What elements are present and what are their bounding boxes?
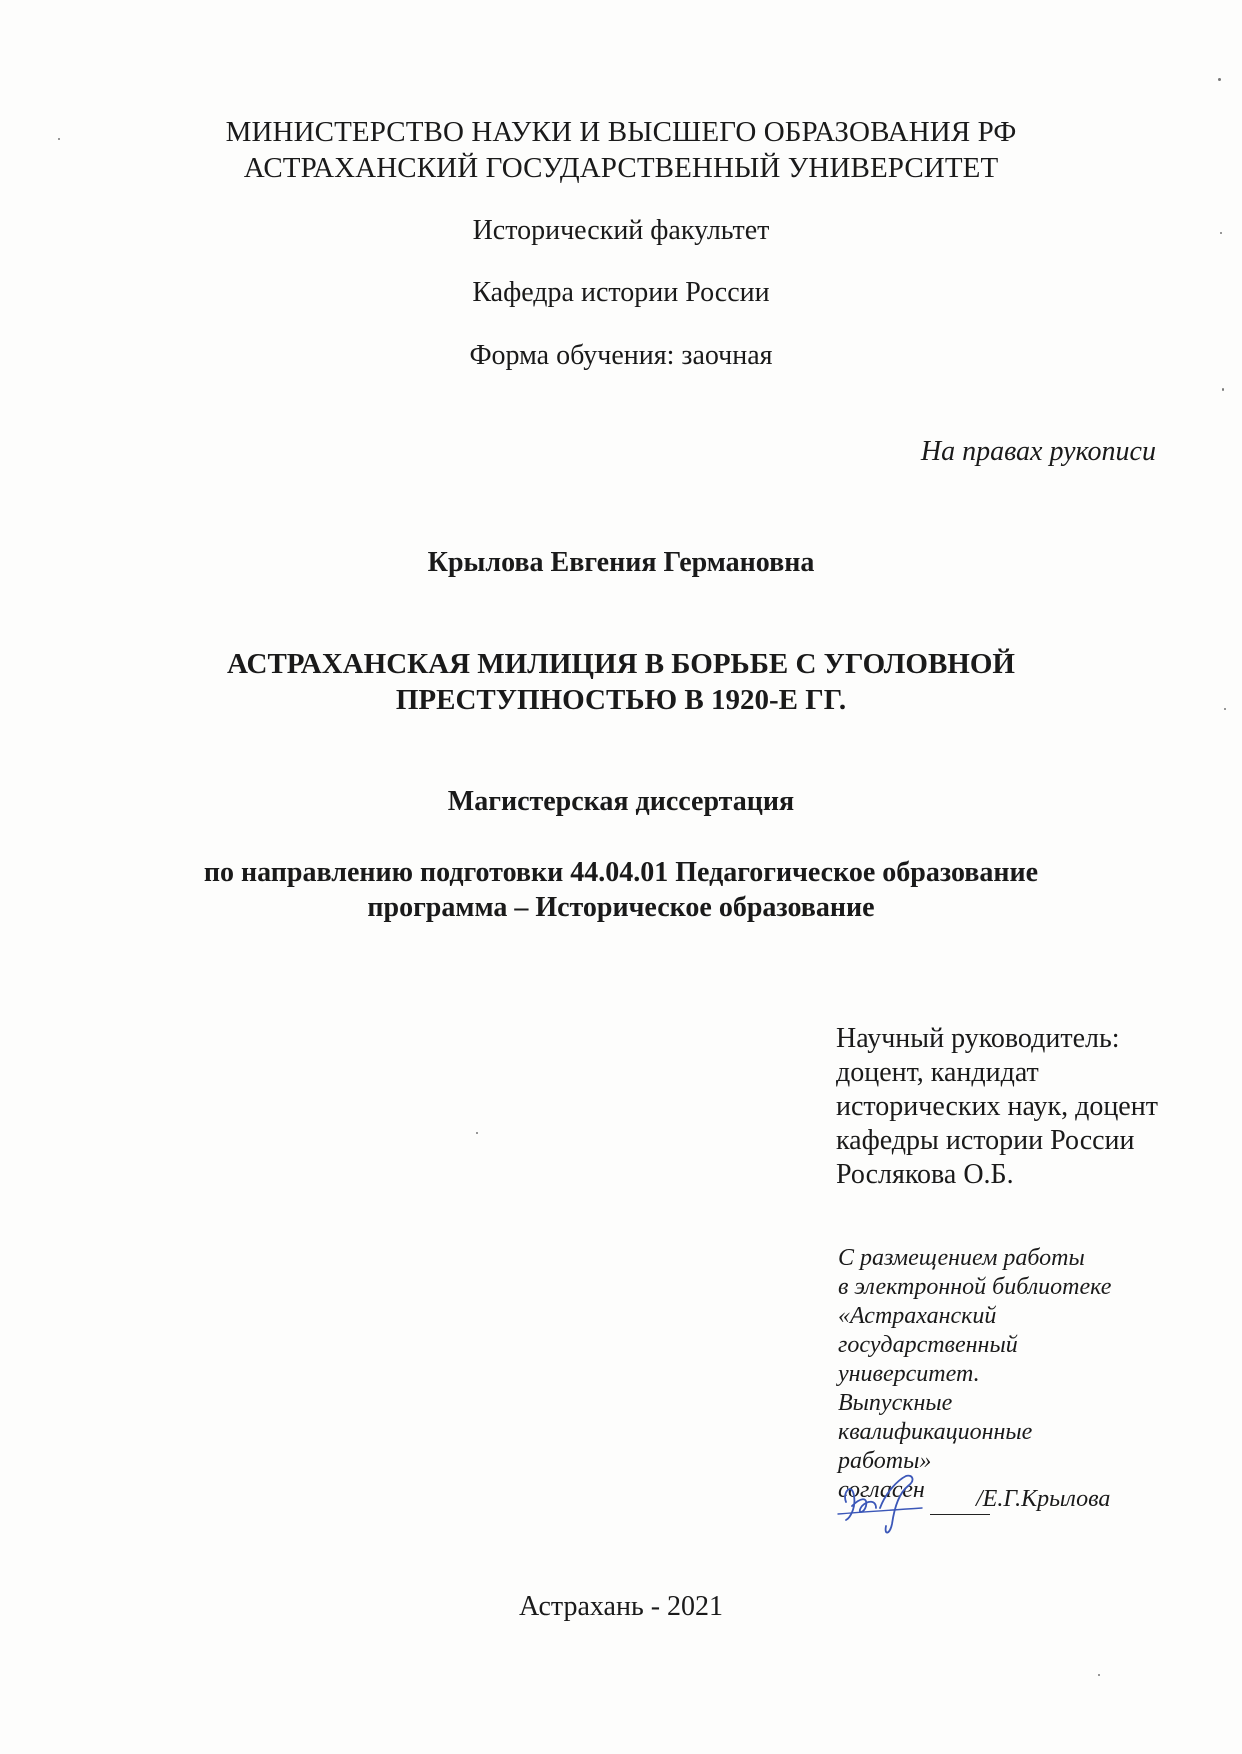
consent-line-2: в электронной библиотеке <box>838 1274 1112 1300</box>
scan-speck <box>1224 708 1226 710</box>
scan-speck <box>58 138 60 140</box>
ministry-name: МИНИСТЕРСТВО НАУКИ И ВЫСШЕГО ОБРАЗОВАНИЯ РФ <box>225 116 1017 148</box>
consent-line-4: государственный <box>838 1332 1018 1358</box>
consent-line-7: квалификационные <box>838 1419 1033 1445</box>
scan-speck <box>1222 388 1224 391</box>
ministry-header <box>0 114 1242 186</box>
supervisor-block <box>836 1022 1158 1192</box>
manuscript-note: На правах рукописи <box>920 436 1156 467</box>
signature-row <box>838 1484 1168 1524</box>
consent-line-8: работы» <box>838 1448 932 1474</box>
consent-line-9: согласен <box>838 1477 925 1503</box>
department-name: Кафедра истории России <box>472 277 770 308</box>
faculty-name: Исторический факультет <box>472 215 770 246</box>
scan-speck <box>1220 232 1222 234</box>
supervisor-position: доцент, кандидат <box>836 1057 1039 1088</box>
thesis-title <box>0 646 1242 718</box>
study-direction <box>0 855 1242 925</box>
scan-speck <box>1218 78 1221 81</box>
study-direction-line-1: по направлению подготовки 44.04.01 Педагогическое образование <box>203 857 1039 888</box>
scan-speck <box>476 1132 478 1134</box>
consent-line-3: «Астраханский <box>838 1303 997 1329</box>
consent-line-1: С размещением работы <box>838 1245 1085 1271</box>
supervisor-degree: исторических наук, доцент <box>836 1091 1158 1122</box>
signer-name: /Е.Г.Крылова <box>976 1486 1111 1512</box>
supervisor-department: кафедры истории России <box>836 1125 1135 1156</box>
consent-line-6: Выпускные <box>838 1390 953 1416</box>
study-direction-line-2: программа – Историческое образование <box>367 892 875 923</box>
signature-line <box>930 1514 990 1515</box>
consent-line-5: университет. <box>838 1361 980 1387</box>
supervisor-name: Рослякова О.Б. <box>836 1159 1014 1190</box>
city-year: Астрахань - 2021 <box>518 1591 724 1622</box>
thesis-title-line-2: ПРЕСТУПНОСТЬЮ В 1920-Е ГГ. <box>395 684 847 716</box>
supervisor-label: Научный руководитель: <box>836 1023 1120 1054</box>
scan-speck <box>1098 1674 1100 1676</box>
handwritten-signature <box>832 1462 952 1542</box>
study-form: Форма обучения: заочная <box>469 340 773 371</box>
work-type: Магистерская диссертация <box>447 786 795 817</box>
author-name: Крылова Евгения Германовна <box>427 547 815 578</box>
thesis-title-line-1: АСТРАХАНСКАЯ МИЛИЦИЯ В БОРЬБЕ С УГОЛОВНОЙ <box>227 648 1015 680</box>
university-name: АСТРАХАНСКИЙ ГОСУДАРСТВЕННЫЙ УНИВЕРСИТЕТ <box>243 152 999 184</box>
